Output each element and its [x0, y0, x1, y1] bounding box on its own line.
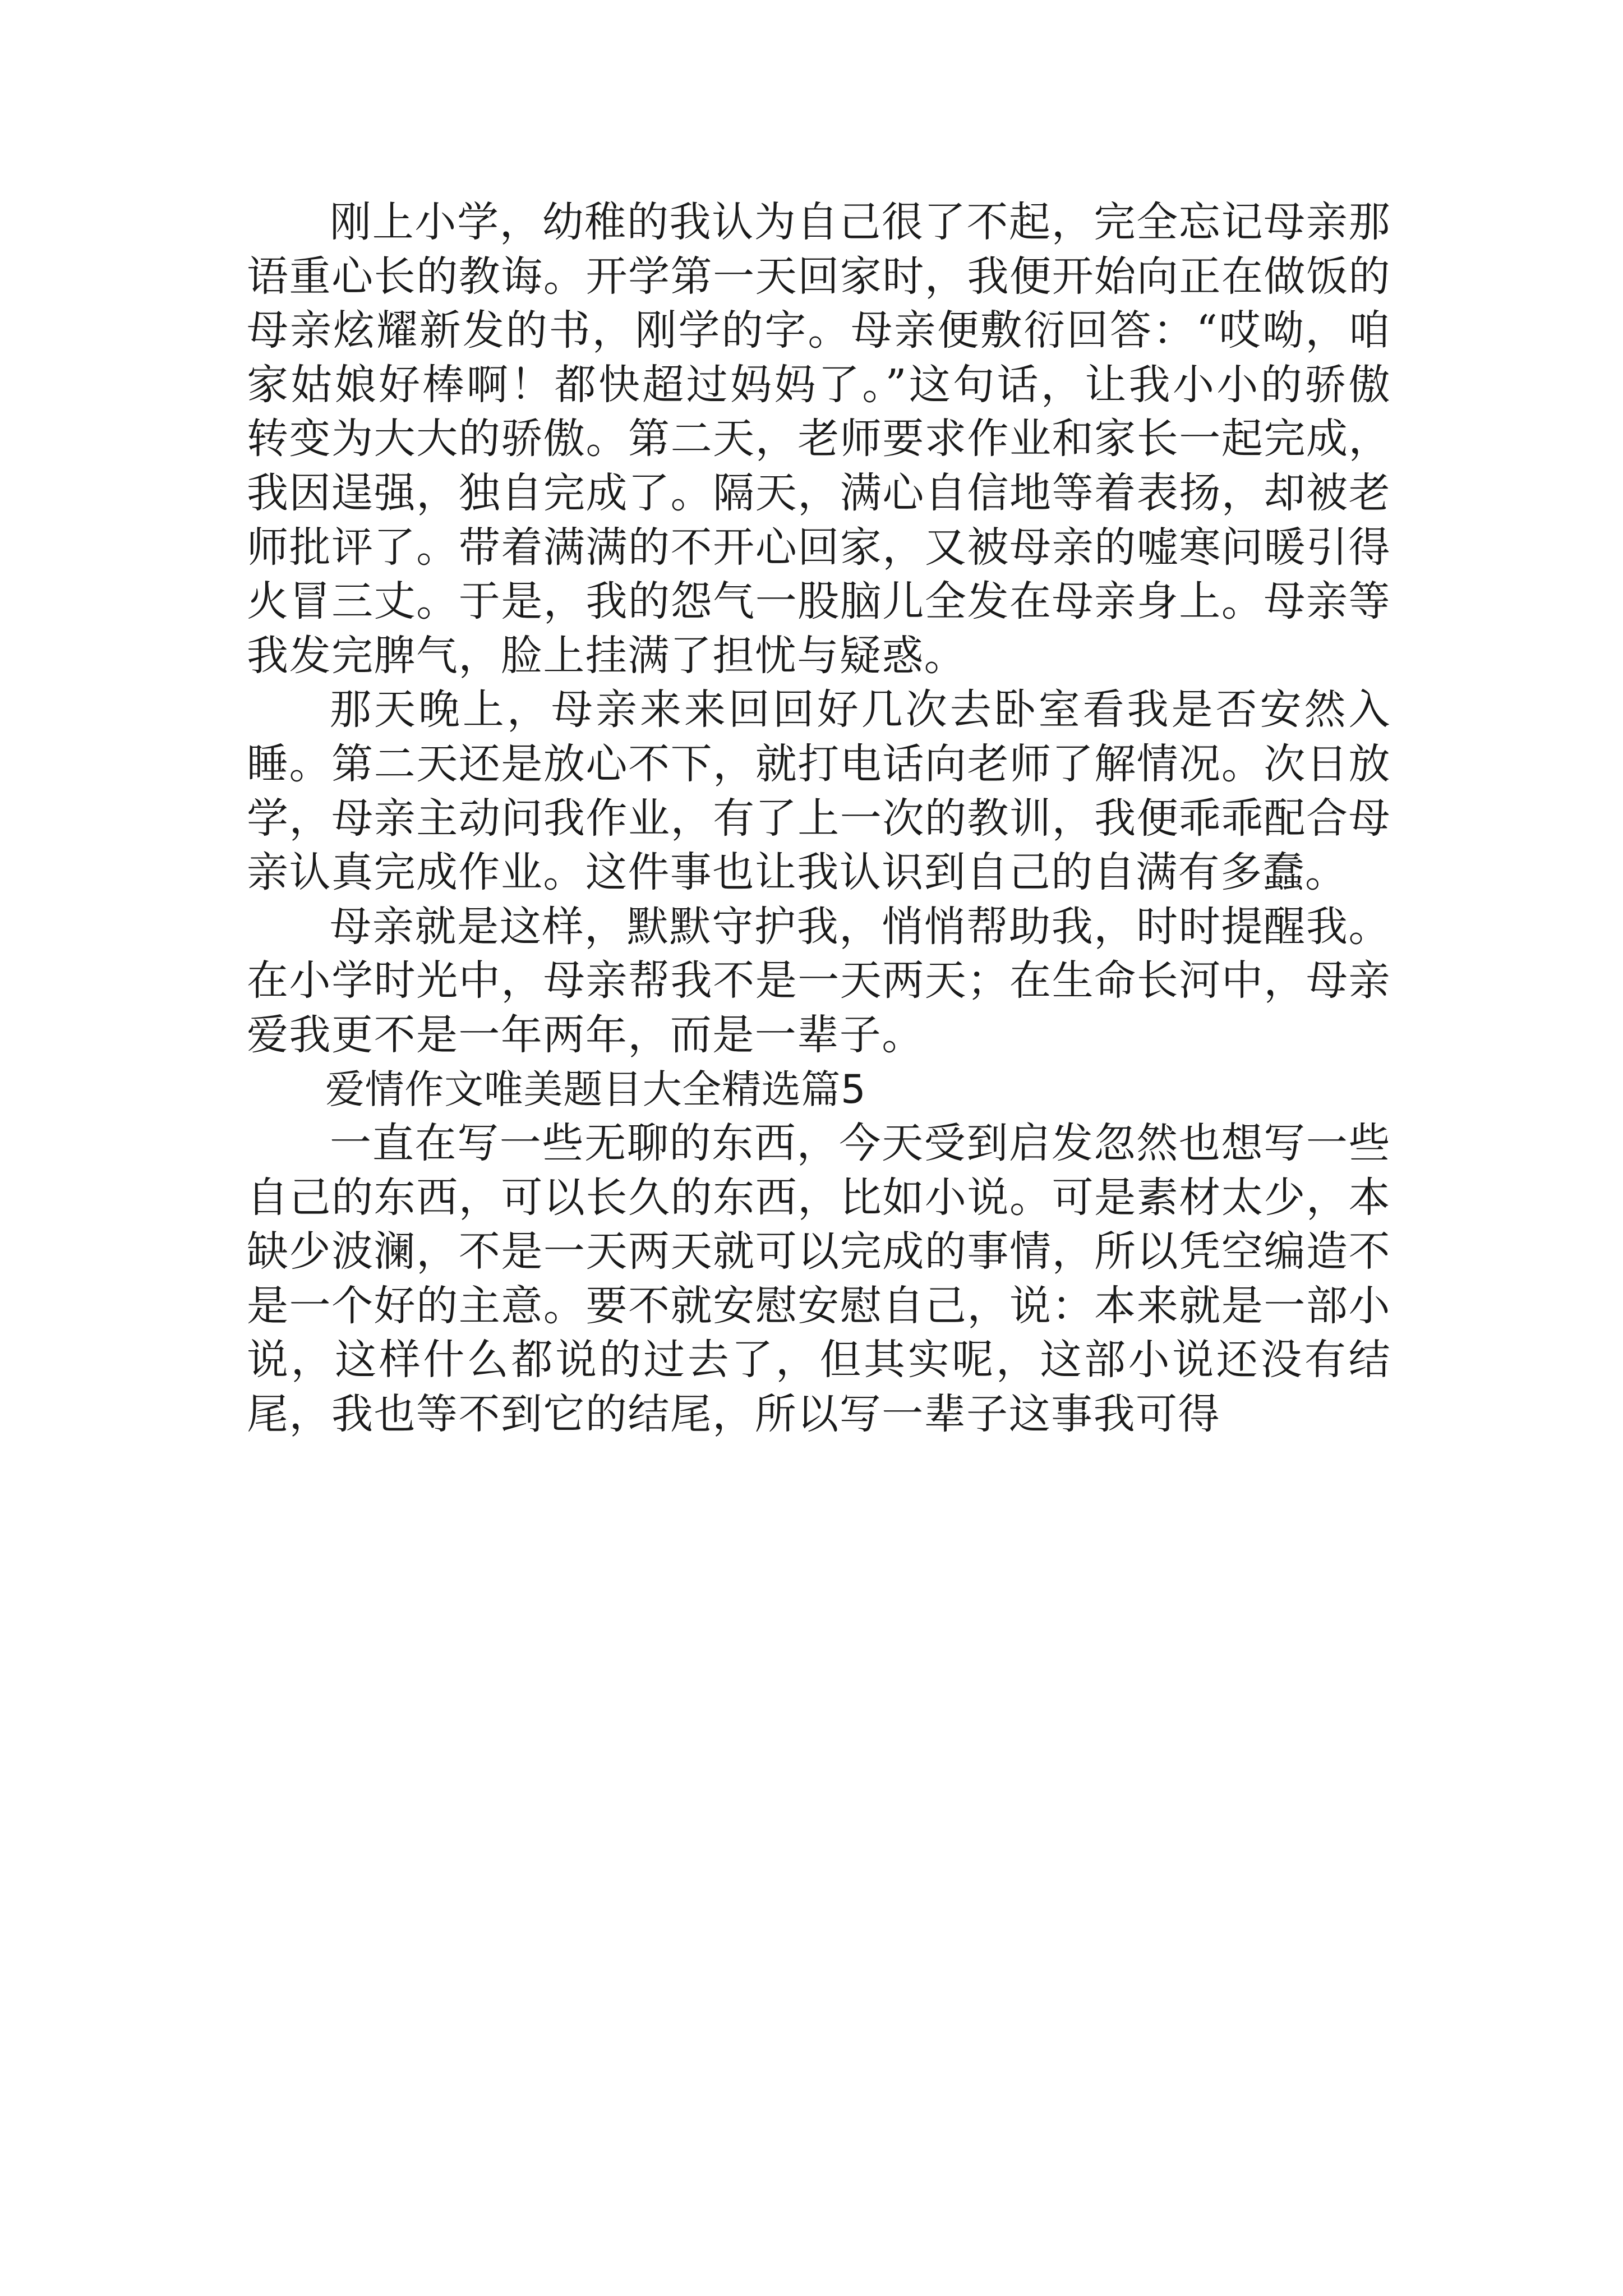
document-body [247, 195, 1391, 1442]
paragraph: 母亲就是这样，默默守护我，悄悄帮助我，时时提醒我。在小学时光中，母亲帮我不是一天两天；在生命长河中，母亲爱我更不是一年两年，而是一辈子。 [247, 902, 1391, 1059]
paragraph: 刚上小学，幼稚的我认为自己很了不起，完全忘记母亲那语重心长的教诲。开学第一天回家时，我便开始向正在做饭的母亲炫耀新发的书，刚学的字。母亲便敷衍回答：“哎呦，咱家姑娘好棒啊！都快超过妈妈了。”这句话，让我小小的骄傲转变为大大的骄傲。第二天，老师要求作业和家长一起完成，我因逞强，独自完成了。隔天，满心自信地等着表扬，却被老师批评了。带着满满的不开心回家，又被母亲的嘘寒问暖引得火冒三丈。于是，我的怨气一股脑儿全发在母亲身上。母亲等我发完脾气，脸上挂满了担忧与疑惑。 [247, 198, 1391, 680]
paragraph: 那天晚上，母亲来来回回好几次去卧室看我是否安然入睡。第二天还是放心不下，就打电话向老师了解情况。次日放学，母亲主动问我作业，有了上一次的教训，我便乖乖配合母亲认真完成作业。这件事也让我认识到自己的自满有多蠢。 [247, 685, 1391, 897]
section-heading: 爱情作文唯美题目大全精选篇5 [325, 1066, 866, 1112]
paragraph: 一直在写一些无聊的东西，今天受到启发忽然也想写一些自己的东西，可以长久的东西，比如小说。可是素材太少，本缺少波澜，不是一天两天就可以完成的事情，所以凭空编造不是一个好的主意。要不就安慰安慰自己，说：本来就是一部小说，这样什么都说的过去了，但其实呢，这部小说还没有结尾，我也等不到它的结尾，所以写一辈子这事我可得 [247, 1119, 1391, 1439]
